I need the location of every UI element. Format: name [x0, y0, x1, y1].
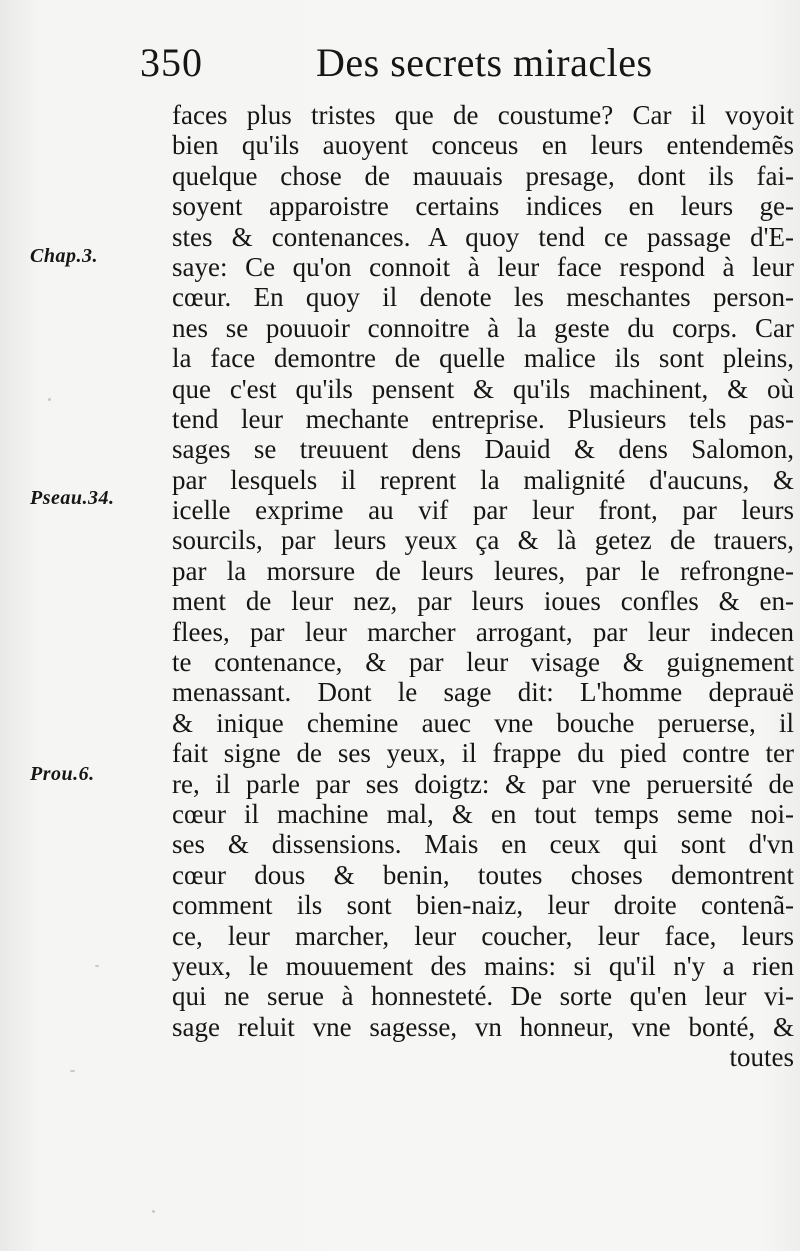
- text-line: faces plus tristes que de coustume? Car il voyoit: [172, 100, 794, 130]
- page-number: 350: [140, 40, 203, 85]
- text-line: yeux, le mouuement des mains: si qu'il n'y a rien: [172, 950, 794, 981]
- text-line: ment de leur nez, par leurs ioues confles & en-: [172, 586, 794, 617]
- running-title: Des secrets miracles: [316, 40, 653, 85]
- text-line: nes se pouuoir connoitre à la geste du corps. Car: [172, 312, 794, 343]
- paper-speck: [70, 1070, 75, 1072]
- text-line: ce, leur marcher, leur coucher, leur face, leurs: [172, 920, 794, 951]
- text-line: cœur il machine mal, & en tout temps seme noi-: [172, 798, 794, 829]
- text-line: flees, par leur marcher arrogant, par leur indecen: [172, 616, 794, 647]
- paper-speck: [152, 1210, 155, 1213]
- text-line: la face demontre de quelle malice ils sont pleins,: [172, 343, 794, 374]
- paper-speck: [95, 965, 99, 967]
- text-line: stes & contenances. A quoy tend ce passage d'E-: [172, 221, 794, 252]
- text-line: sage reluit vne sagesse, vn honneur, vne bonté, &: [172, 1011, 794, 1042]
- text-line: saye: Ce qu'on connoit à leur face respond à leur: [172, 251, 794, 282]
- text-line: cœur. En quoy il denote les meschantes person-: [172, 282, 794, 313]
- paper-speck: [48, 398, 51, 401]
- catchword: toutes: [729, 1042, 794, 1073]
- margin-note-chapter: Chap.3.: [30, 245, 98, 267]
- text-line: re, il parle par ses doigtz: & par vne peruersité de: [172, 768, 794, 799]
- text-line: bien qu'ils auoyent conceus en leurs entendemẽs: [172, 130, 794, 161]
- margin-note-psalm: Pseau.34.: [30, 487, 115, 509]
- text-line: soyent apparoistre certains indices en leurs ge-: [172, 191, 794, 222]
- text-line: cœur dous & benin, toutes choses demontrent: [172, 859, 794, 890]
- margin-notes: [0, 0, 160, 1251]
- text-line: & inique chemine auec vne bouche peruerse, il: [172, 707, 794, 738]
- text-line: quelque chose de mauuais presage, dont ils fai-: [172, 160, 794, 191]
- margin-note-proverbs: Prou.6.: [30, 763, 95, 785]
- text-line: tend leur mechante entreprise. Plusieurs tels pas-: [172, 403, 794, 434]
- text-line: fait signe de ses yeux, il frappe du pied contre ter: [172, 738, 794, 769]
- text-line: par la morsure de leurs leures, par le refrongne-: [172, 555, 794, 586]
- text-line: comment ils sont bien-naiz, leur droite contenã-: [172, 890, 794, 921]
- text-line: sourcils, par leurs yeux ça & là getez de trauers,: [172, 525, 794, 556]
- text-line: sages se treuuent dens Dauid & dens Salomon,: [172, 434, 794, 465]
- text-line: qui ne serue à honnesteté. De sorte qu'en leur vi-: [172, 981, 794, 1012]
- text-line: que c'est qu'ils pensent & qu'ils machinent, & où: [172, 373, 794, 404]
- text-line: ses & dissensions. Mais en ceux qui sont d'vn: [172, 829, 794, 860]
- page-header: [140, 38, 780, 90]
- text-line: icelle exprime au vif par leur front, par leurs: [172, 495, 794, 526]
- text-line: menassant. Dont le sage dit: L'homme deprauë: [172, 677, 794, 708]
- text-line: par lesquels il reprent la malignité d'aucuns, &: [172, 464, 794, 495]
- body-text: [172, 100, 794, 1073]
- text-line: te contenance, & par leur visage & guignement: [172, 647, 794, 678]
